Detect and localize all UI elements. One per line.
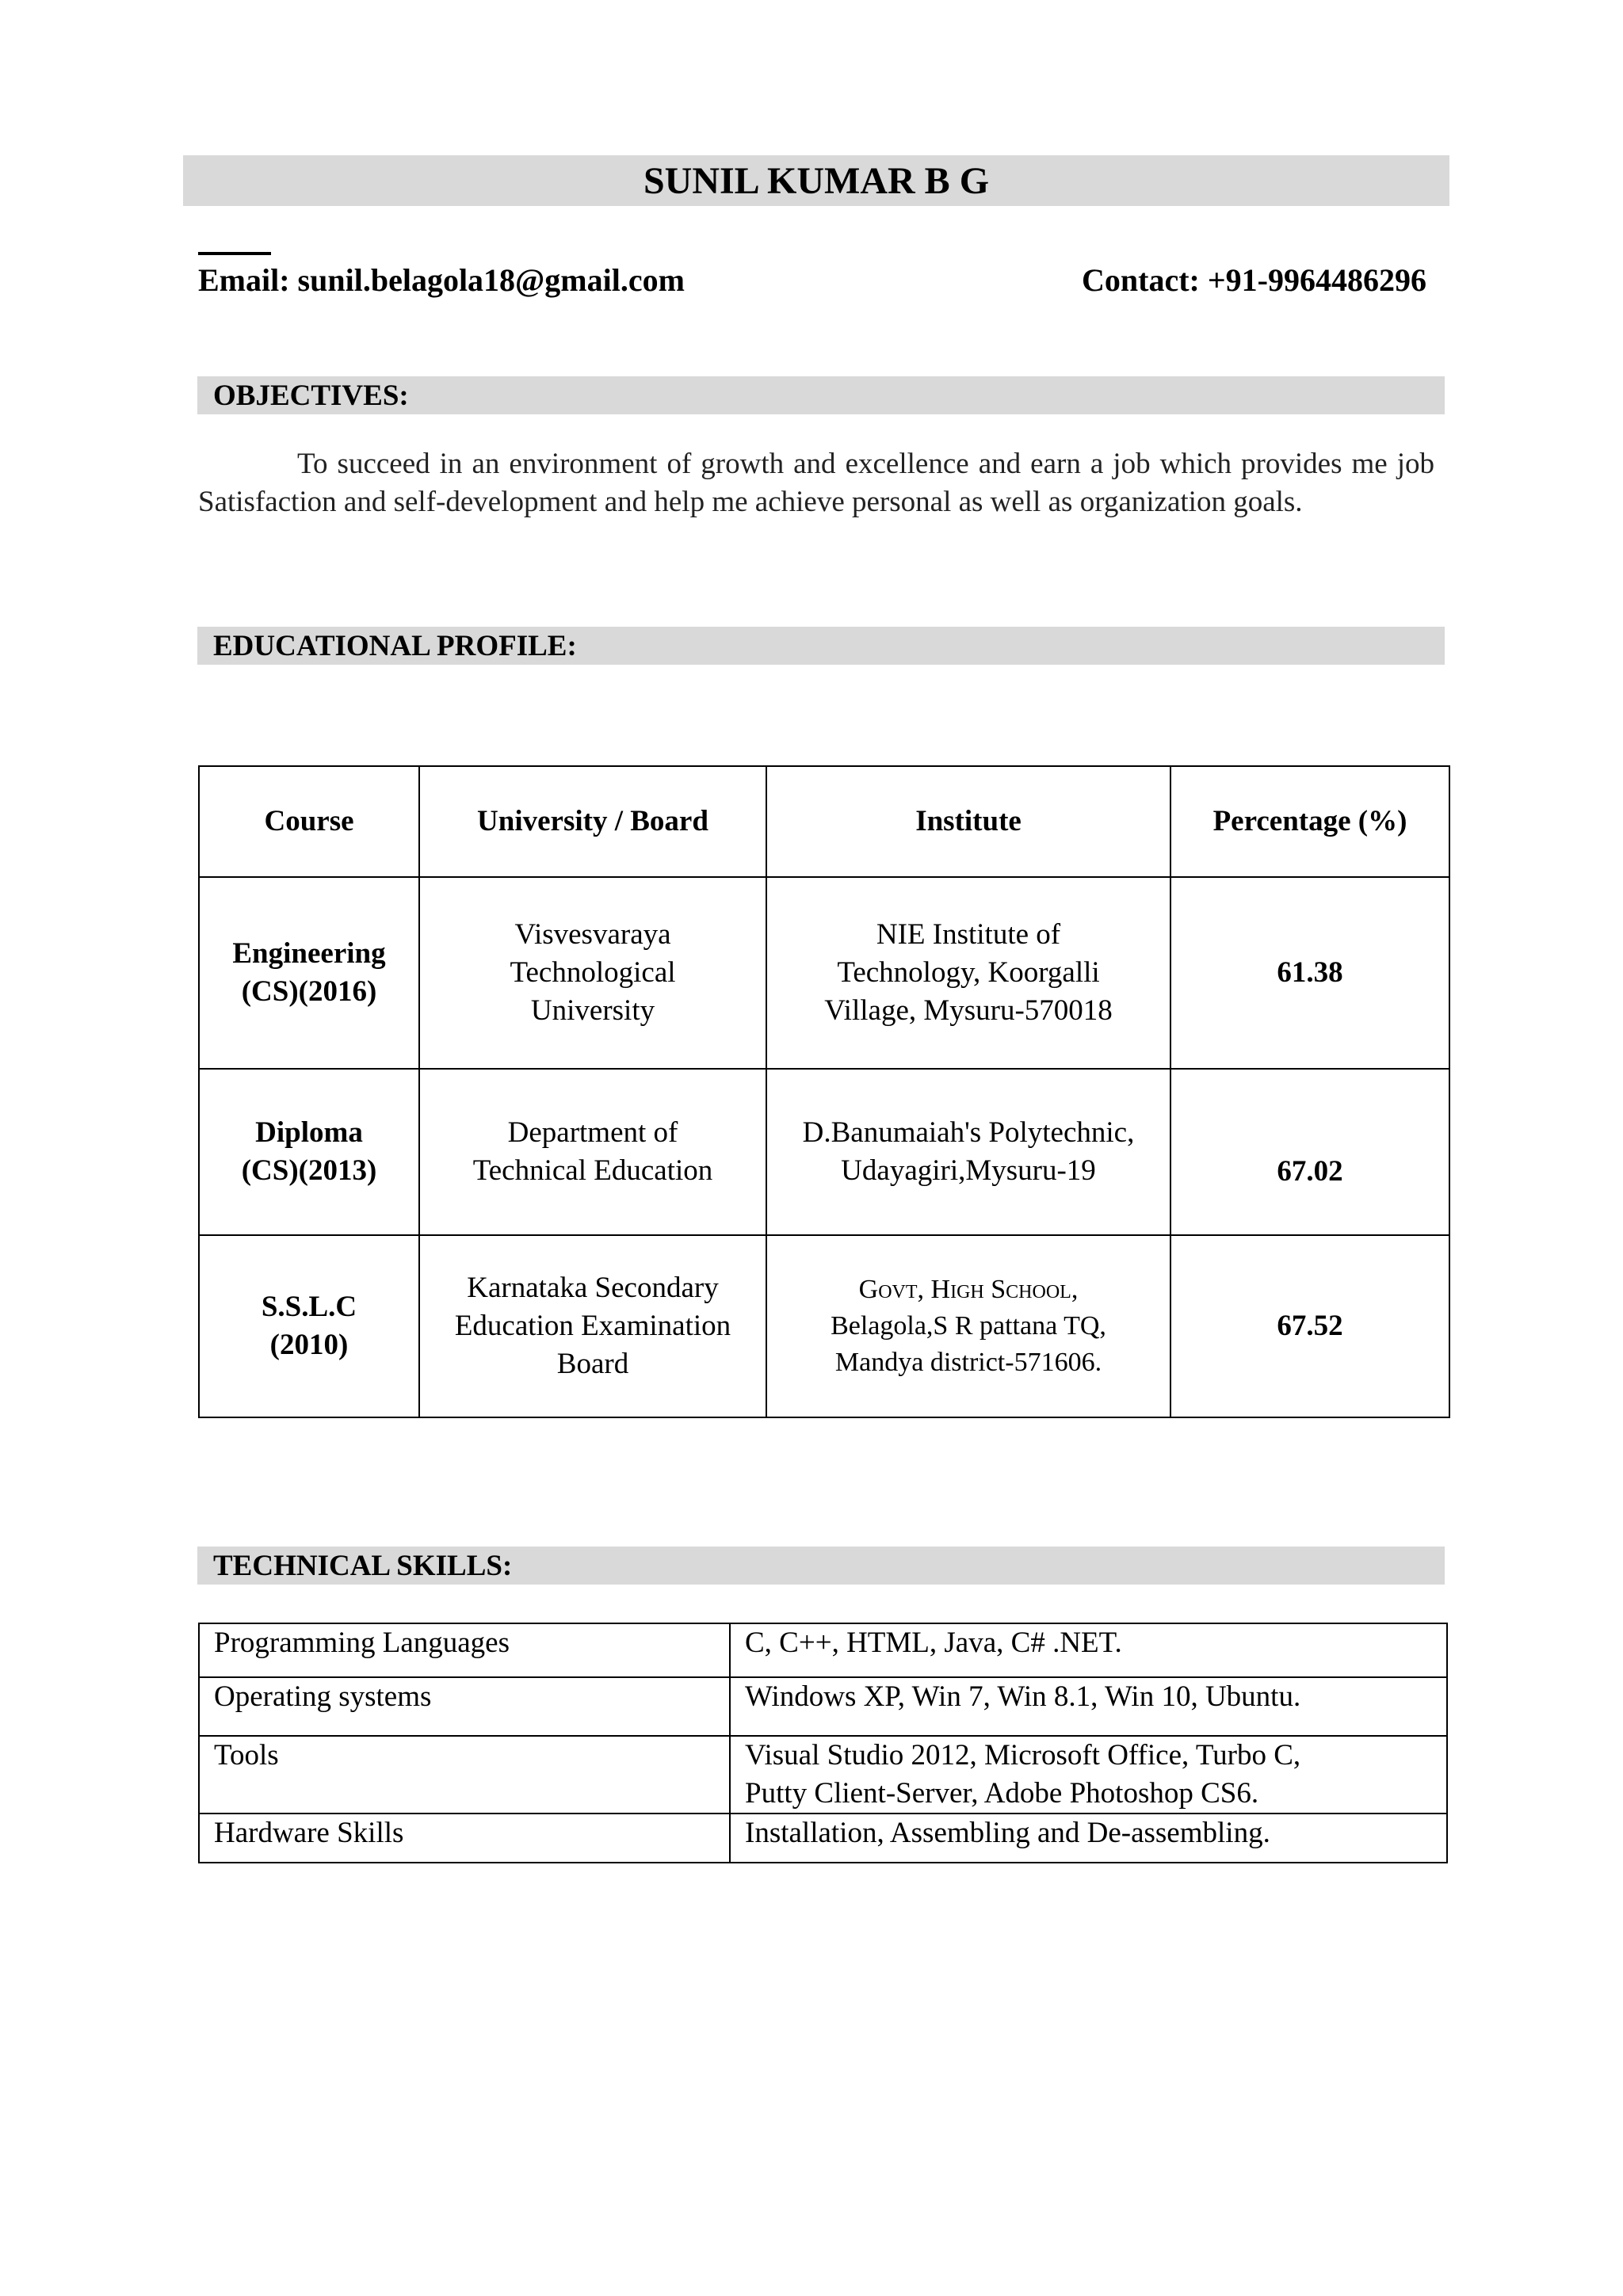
university-line: Technical Education xyxy=(472,1154,713,1187)
course-line: Diploma xyxy=(255,1116,363,1149)
objectives-text: To succeed in an environment of growth and excellence and earn a job which provides me job Satisfaction and self-development and help me achieve personal as well as organization goals. xyxy=(198,448,1434,518)
education-table xyxy=(198,765,1450,1418)
institute-cell xyxy=(766,1235,1170,1417)
skill-value xyxy=(730,1814,1447,1863)
table-row xyxy=(199,877,1449,1069)
percentage-cell xyxy=(1170,1069,1449,1235)
education-heading: EDUCATIONAL PROFILE: xyxy=(197,627,1445,665)
percentage-cell: 61.38 xyxy=(1170,877,1449,1069)
course-cell xyxy=(199,1235,419,1417)
course-line: (CS)(2016) xyxy=(241,975,377,1008)
university-line: Technological xyxy=(510,956,676,989)
column-header-university: University / Board xyxy=(419,766,766,877)
university-line: Department of xyxy=(507,1116,678,1149)
skill-value-line: Visual Studio 2012, Microsoft Office, Turbo C, xyxy=(745,1739,1301,1772)
skill-value-line: Installation, Assembling and De-assembling. xyxy=(745,1817,1270,1849)
skills-heading: TECHNICAL SKILLS: xyxy=(197,1547,1445,1585)
percentage-cell: 67.52 xyxy=(1170,1235,1449,1417)
course-line: S.S.L.C xyxy=(261,1291,357,1323)
skill-label: Programming Languages xyxy=(199,1623,730,1677)
table-row xyxy=(199,1623,1447,1677)
university-line: Education Examination xyxy=(454,1310,731,1342)
skill-value xyxy=(730,1677,1447,1736)
skill-label: Operating systems xyxy=(199,1677,730,1736)
institute-cell xyxy=(766,877,1170,1069)
percentage-value: 67.02 xyxy=(1277,1155,1343,1188)
skill-label: Tools xyxy=(199,1736,730,1814)
skill-value-line: Putty Client-Server, Adobe Photoshop CS6. xyxy=(745,1777,1259,1810)
course-cell xyxy=(199,877,419,1069)
candidate-name: SUNIL KUMAR B G xyxy=(183,155,1449,206)
table-row xyxy=(199,1677,1447,1736)
university-line: Visvesvaraya xyxy=(514,918,671,951)
university-cell xyxy=(419,1235,766,1417)
email-text: Email: sunil.belagola18@gmail.com xyxy=(198,262,685,298)
university-line: Board xyxy=(556,1348,629,1380)
course-line: (2010) xyxy=(269,1329,349,1361)
table-header-row xyxy=(199,766,1449,877)
university-cell xyxy=(419,877,766,1069)
institute-line: Belagola,S R pattana TQ, xyxy=(831,1311,1106,1341)
course-line: Engineering xyxy=(232,937,386,970)
skills-table xyxy=(198,1623,1448,1863)
course-cell xyxy=(199,1069,419,1235)
phone-text: Contact: +91-9964486296 xyxy=(1082,262,1426,298)
table-row xyxy=(199,1069,1449,1235)
table-row xyxy=(199,1814,1447,1863)
university-line: Karnataka Secondary xyxy=(467,1272,719,1304)
contact-line xyxy=(198,261,1426,299)
skill-value xyxy=(730,1623,1447,1677)
skill-label: Hardware Skills xyxy=(199,1814,730,1863)
institute-line: Mandya district-571606. xyxy=(834,1348,1102,1377)
header-divider xyxy=(198,252,271,255)
institute-line: Govt, High School, xyxy=(858,1275,1079,1304)
table-row xyxy=(199,1235,1449,1417)
skill-value xyxy=(730,1736,1447,1814)
university-cell xyxy=(419,1069,766,1235)
skill-value-line: C, C++, HTML, Java, C# .NET. xyxy=(745,1627,1122,1659)
course-line: (CS)(2013) xyxy=(241,1154,377,1187)
institute-line: Udayagiri,Mysuru-19 xyxy=(841,1154,1096,1187)
institute-line: Technology, Koorgalli xyxy=(837,956,1100,989)
institute-cell xyxy=(766,1069,1170,1235)
column-header-percentage: Percentage (%) xyxy=(1170,766,1449,877)
institute-line: Village, Mysuru-570018 xyxy=(824,994,1113,1027)
skill-value-line: Windows XP, Win 7, Win 8.1, Win 10, Ubuntu. xyxy=(745,1680,1301,1713)
table-row xyxy=(199,1736,1447,1814)
column-header-institute: Institute xyxy=(766,766,1170,877)
institute-line: D.Banumaiah's Polytechnic, xyxy=(802,1116,1135,1149)
university-line: University xyxy=(530,994,655,1027)
institute-line: NIE Institute of xyxy=(876,918,1061,951)
column-header-course: Course xyxy=(199,766,419,877)
objectives-heading: OBJECTIVES: xyxy=(197,376,1445,414)
